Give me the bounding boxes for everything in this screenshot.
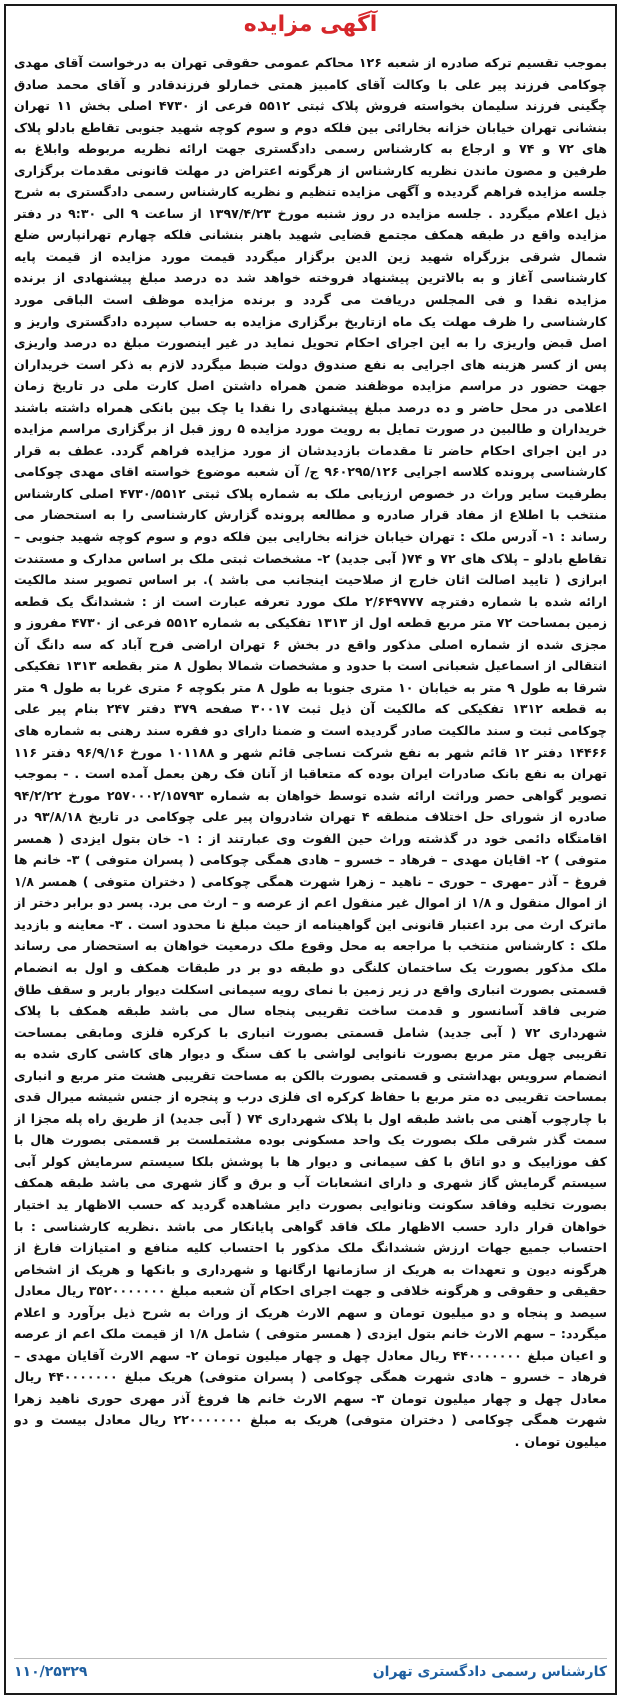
notice-body: بموجب تقسیم ترکه صادره از شعبه ۱۲۶ محاکم عمومی حقوقی تهران به درخواست آقای مهدی چوکامی فرزند پیر علی با وکالت آقای کامبیز همتی خمارلو فرزندقادر و آقای محمد صادق چگینی فرزند سلیمان بخواسته فروش پلاک ثبتی ۵۵۱۲ فرعی از ۴۷۳۰ اصلی بخش ۱۱ تهران بنشانی تهران خیابان خزانه بخارائی بین فلکه دوم و سوم کوچه شهید جنوبی تقاطع بادلو پلاک های ۷۲ و ۷۴ و ارجاع به کارشناس رسمی دادگستری جهت ارائه نظریه مربوطه وابلاغ به طرفین و مصون ماندن نظریه کارشناس از هرگونه اعتراض در مهلت قانونی مقدمات برگزاری جلسه مزایده فراهم گردیده و آگهی مزایده تنظیم و نظریه کارشناس رسمی دادگستری به شرح ذیل اعلام میگردد . جلسه مزایده در روز شنبه مورخ ۱۳۹۷/۴/۲۳ از ساعت ۹ الی ۹:۳۰ در دفتر مزایده واقع در طبقه همکف مجتمع قضایی شهید باهنر بنشانی فلکه چهارم تهرانپارس ضلع شمال شرقی بزرگراه شهید زین الدین برگزار میگردد قیمت مورد مزایده از قیمت پایه کارشناسی آغاز و به بالاترین پیشنهاد فروخته خواهد شد ده درصد مبلغ پیشنهادی از برنده مزایده نقدا و فی المجلس دریافت می گردد و برنده مزایده موظف است الباقی مورد کارشناسی را ظرف مهلت یک ماه ازتاریخ برگزاری مزایده به حساب سپرده دادگستری واریز و اصل قبض واریزی را به این اجرای احکام تحویل نماید در غیر اینصورت مبلغ ده درصد واریزی پس از کسر هزینه های اجرایی به نفع صندوق دولت ضبط میگردد لازم به ذکر است خریداران جهت حضور در مراسم مزایده موظفند ضمن همراه داشتن اصل کارت ملی در تاریخ زمان اعلامی در محل حاضر و ده درصد مبلغ پیشنهادی را نقدا یا چک بین بانکی همراه داشته باشند خریداران و طالبین در صورت تمایل به رویت مورد مزایده ۵ روز قبل از برگزاری مراسم مزایده در این اجرای احکام حاضر تا مقدمات بازدیدشان از مورد مزایده فراهم گردد. عطف به قرار کارشناسی پرونده کلاسه اجرایی ۹۶۰۲۹۵/۱۲۶ ج/ آن شعبه موضوع خواسته اقای مهدی چوکامی بطرفیت سایر وراث در خصوص ارزیابی ملک به شماره پلاک ثبتی ۴۷۳۰/۵۵۱۲ اصلی کارشناس منتخب با اطلاع از مفاد قرار صادره و مطالعه پرونده گزارش کارشناسی را به استحضار می رساند : ۱- آدرس ملک : تهران خیابان خزانه بخارایی بین فلکه دوم و سوم کوچه شهید جنوبی – تقاطع بادلو – پلاک های ۷۲ و ۷۴( آبی جدید) ۲- مشخصات ثبتی ملک بر اساس مدارک و مستندت ابرازی ( تایید اصالت اثان خارج از صلاحیت اینجانب می باشد ). بر اساس تصویر سند مالکیت ارائه شده با شماره دفترچه ۲/۶۴۹۷۷۷ ملک مورد تعرفه عبارت است از : ششدانگ یک قطعه زمین بمساحت ۷۲ متر مربع قطعه اول از ۱۳۱۳ تفکیکی به شماره ۵۵۱۲ فرعی از ۴۷۳۰ مفروز و مجزی شده از شماره اصلی مذکور واقع در بخش ۶ تهران اراضی فرح آباد که سه دانگ آن انتقالی از اسماعیل شعبانی است با حدود و مشخصات شمالا بطول ۸ متر بقطعه ۱۳۱۳ تفکیکی شرقا به طول ۹ متر به خیابان ۱۰ متری جنوبا به طول ۸ متر بکوچه ۶ متری غربا به طول ۹ متر به قطعه ۱۳۱۲ تفکیکی که مالکیت آن ذیل ثبت ۳۰۰۱۷ صفحه ۳۷۹ دفتر ۲۴۷ بنام پیر علی چوکامی ثبت و سند مالکیت صادر گردیده است و ضمنا دارای دو فقره سند رهنی به شماره های ۱۴۴۶۶ دفتر ۱۲ قائم شهر به نفع شرکت نساجی قائم شهر و ۱۰۱۱۸۸ مورخ ۹۶/۹/۱۶ دفتر ۱۱۶ تهران به نفع بانک صادرات ایران بوده که متعاقبا از آنان فک رهن بعمل آمده است . - بموجب تصویر گواهی حصر وراثت ارائه شده توسط خواهان به شماره ۲۵۷۰۰۰۲/۱۵۷۹۳ مورخ ۹۴/۲/۲۲ صادره از شورای حل اختلاف منطقه ۴ تهران شادروان پیر علی چوکامی در تاریخ ۹۳/۸/۱۸ در اقامتگاه دائمی خود در گذشته وراث حین الفوت وی عبارتند از : ۱- خان بتول ایزدی ( همسر متوفی ) ۲- اقایان مهدی – فرهاد – خسرو – هادی همگی چوکامی ( پسران متوفی ) ۳- خانم ها فروغ – آذر –مهری – حوری – ناهید – زهرا شهرت همگی چوکامی ( دختران متوفی ) همسر ۱/۸ از اموال منقول و ۱/۸ از اموال غیر منقول اعم از عرصه و – ارث می برد. پسر دو برابر دختر از ماترک ارث می برد اعتبار قانونی این گواهینامه از حیث مبلغ نا محدود است . ۳- معاینه و بازدید ملک : کارشناس منتخب با مراجعه به محل وقوع ملک درمعیت خواهان به استحضار می رساند ملک مذکور بصورت یک ساختمان کلنگی دو طبقه دو بر در طبقات همکف و اول به انضمام قسمتی بصورت انباری واقع در زیر زمین با نمای رویه سیمانی اسکلت دیوار باربر و سقف طاق ضربی فاقد آسانسور و قدمت ساخت تقریبی پنجاه سال می باشد طبقه همکف با پلاک شهرداری ۷۲ ( آبی جدید) شامل قسمتی بصورت انباری با کرکره فلزی ومابقی بمساحت تقریبی چهل متر مربع بصورت نانوایی لواشی با کف سنگ و دیوار های کاشی کاری شده به انضمام سرویس بهداشتی و قسمتی بصورت بالکن به مساحت تقریبی هشت متر مربع و انباری بمساحت تقریبی ده متر مربع با حفاظ کرکره ای فلزی درب و پنجره از جنس شیشه میرال قدی با چارچوب آهنی می باشد طبقه اول با پلاک شهرداری ۷۴ ( آبی جدید) از طریق راه پله مجزا از سمت گذر شرقی ملک بصورت یک واحد مسکونی بوده مشتملست بر قسمتی بصورت هال با کف موزاییک و دو اتاق با کف سیمانی و دیوار ها با پوشش بلکا سیستم سرمایش کولر آبی سیستم گرمایش گاز شهری و دارای انشعابات آب و برق و گاز شهری می باشد طبقه همکف بصورت تخلیه وفاقد سکونت ونانوایی بصورت دایر مشاهده گردید که حسب الاظهار ید اختیار خواهان قرار دارد حسب الاظهار ملک فاقد گواهی پایانکار می باشد .نظریه کارشناسی : با احتساب جمیع جهات ارزش ششدانگ ملک مذکور با احتساب کلیه منافع و امتیازات فارغ از هرگونه دیون و تعهدات به هریک از سازمانها ارگانها و شهرداری و بانکها و هریک از اشخاص حقیقی و حقوقی و هرگونه خلافی و جهت اجرای احکام آن شعبه مبلغ ۳۵۲۰۰۰۰۰۰۰ ریال معادل سیصد و پنجاه و دو میلیون تومان و سهم الارث هریک از وراث به شرح ذیل برآورد و اعلام میگردد: – سهم الارث خانم بتول ایزدی ( همسر متوفی ) شامل ۱/۸ از قیمت ملک اعم از عرصه و اعیان مبلغ ۴۴۰۰۰۰۰۰۰ ریال معادل چهل و چهار میلیون تومان ۲- سهم الارث آقایان مهدی – فرهاد – خسرو – هادی شهرت همگی چوکامی ( پسران متوفی) هریک مبلغ ۴۴۰۰۰۰۰۰۰ ریال معادل چهل و چهار میلیون تومان ۳- سهم الارث خانم ها فروغ آذر مهری حوری ناهید زهرا شهرت همگی چوکامی ( دختران متوفی) هریک به مبلغ ۲۲۰۰۰۰۰۰۰ ریال معادل بیست و دو میلیون تومان .	[14, 55, 607, 1449]
notice-title: آگهی مزایده	[243, 12, 378, 37]
notice-code: ۱۱۰/۲۵۳۲۹	[14, 1664, 88, 1680]
signature: کارشناس رسمی دادگستری تهران	[372, 1664, 607, 1680]
notice-footer	[14, 1658, 607, 1685]
